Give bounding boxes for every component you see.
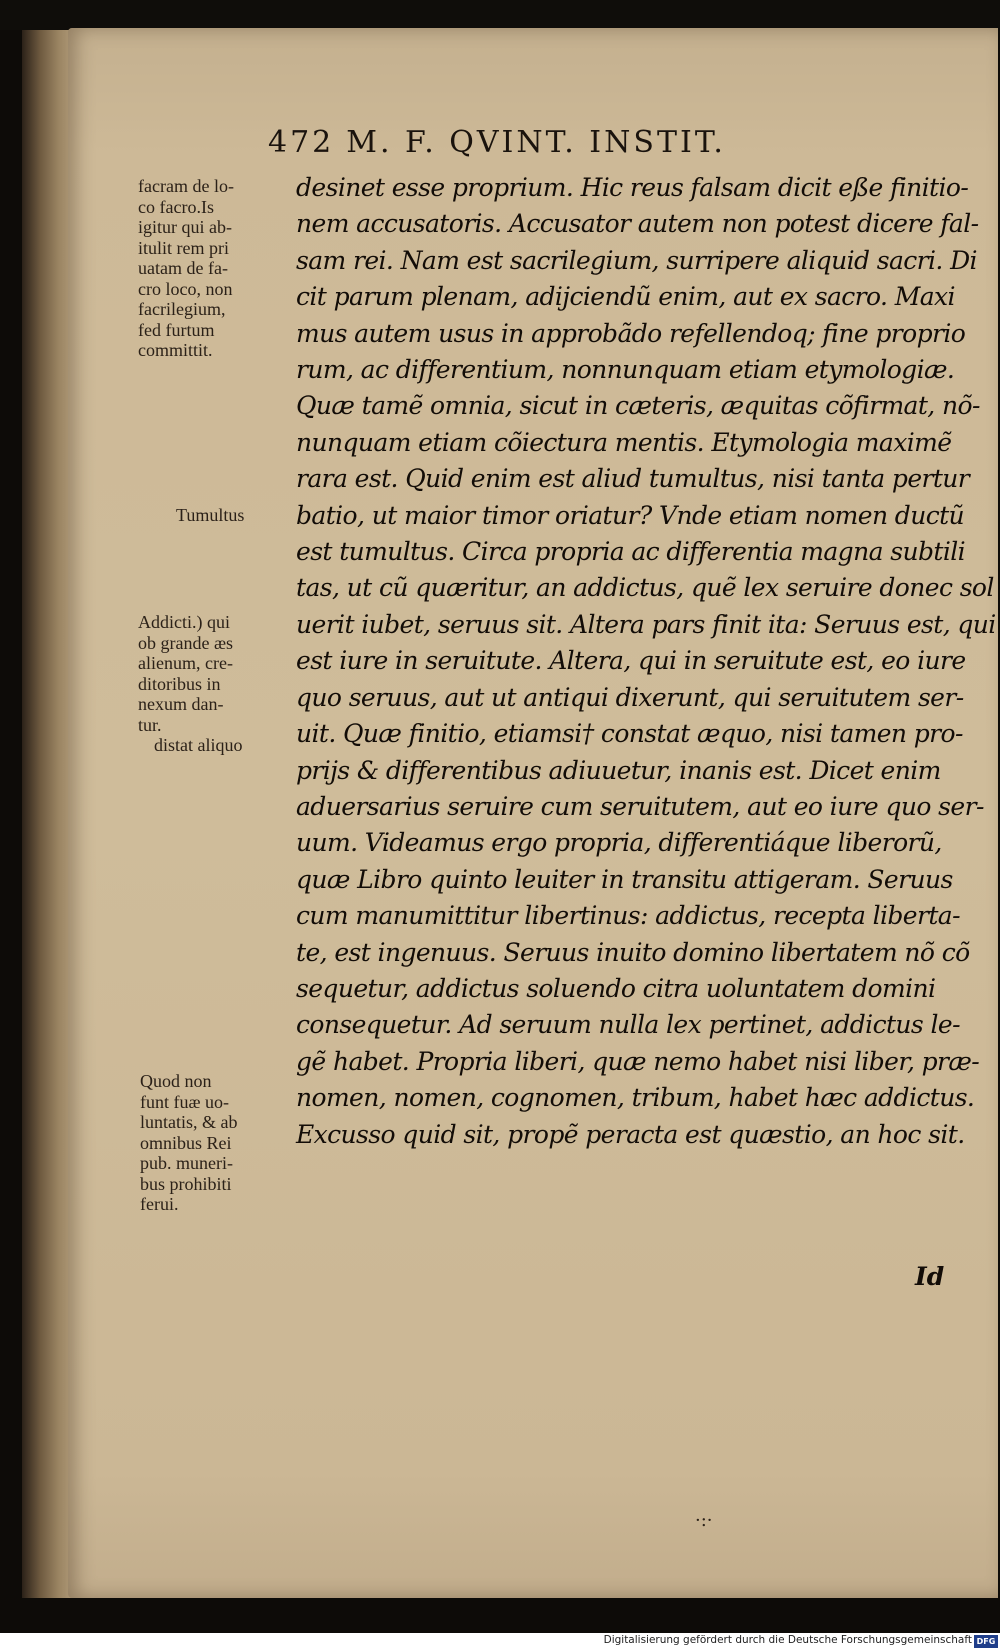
text-line: quo seruus, aut ut antiqui dixerunt, qui seruitutem ser- — [296, 682, 964, 712]
margin-note-line: cro loco, non — [138, 278, 233, 299]
book-page-edge — [22, 30, 74, 1598]
text-line: gẽ habet. Propria liberi, quæ nemo habet nisi liber, præ- — [296, 1046, 980, 1076]
text-line: te, est ingenuus. Seruus inuito domino libertatem nõ cõ — [296, 937, 970, 967]
running-head-title: M. F. QVINT. INSTIT. — [346, 125, 726, 160]
page-number: 472 — [268, 125, 335, 160]
text-line: rara est. Quid enim est aliud tumultus, nisi tanta pertur — [296, 464, 970, 494]
margin-note-addicti — [138, 612, 243, 756]
body-text — [296, 170, 996, 1153]
margin-note-line: funt fuæ uo- — [140, 1091, 229, 1112]
text-line: est iure in seruitute. Altera, qui in seruitute est, eo iure — [296, 646, 966, 676]
text-line: cum manumittitur libertinus: addictus, recepta liberta- — [296, 901, 960, 931]
text-line: aduersarius seruire cum seruitutem, aut eo iure quo ser- — [296, 791, 984, 821]
margin-note-line: co facro.Is — [138, 196, 214, 217]
text-line: nunquam etiam cõiectura mentis. Etymologia maximẽ — [296, 427, 952, 457]
margin-note-line: itulit rem pri — [138, 237, 229, 258]
margin-note-line: igitur qui ab- — [138, 217, 232, 237]
text-line: Excusso quid sit, propẽ peracta est quæstio, an hoc sit. — [296, 1119, 965, 1149]
text-line: uerit iubet, seruus sit. Altera pars finit ita: Seruus est, qui — [296, 609, 996, 639]
text-line: quæ Libro quinto leuiter in transitu attigeram. Seruus — [296, 864, 953, 894]
margin-note-line: ferui. — [140, 1194, 179, 1214]
margin-note-line: committit. — [138, 340, 213, 360]
text-line: consequetur. Ad seruum nulla lex pertinet, addictus le- — [296, 1010, 960, 1040]
margin-note-line: ob grande æs — [138, 632, 233, 653]
margin-note-line: Addicti.) qui — [138, 612, 230, 632]
margin-note-line: tur. — [138, 714, 162, 735]
text-line: uum. Videamus ergo propria, differentiáque liberorũ, — [296, 828, 942, 858]
text-line: rum, ac differentium, nonnunquam etiam etymologiæ. — [296, 355, 955, 385]
text-line: nomen, nomen, cognomen, tribum, habet hæc addictus. — [296, 1083, 975, 1113]
margin-note-sacrilegium — [138, 176, 234, 361]
margin-note-line: omnibus Rei — [140, 1132, 232, 1153]
running-head — [268, 125, 726, 160]
catchword: Id — [915, 1262, 945, 1291]
text-line: cit parum plenam, adijciendũ enim, aut ex sacro. Maxi — [296, 282, 955, 312]
margin-note-line: ditoribus in — [138, 673, 221, 694]
text-line: sequetur, addictus soluendo citra uoluntatem domini — [296, 973, 936, 1003]
text-line: batio, ut maior timor oriatur? Vnde etiam nomen ductũ — [296, 500, 965, 530]
margin-note-line: alienum, cre- — [138, 653, 233, 673]
digitization-credit: Digitalisierung gefördert durch die Deutsche Forschungsgemeinschaft — [603, 1634, 972, 1646]
text-line: prijs & differentibus adiuuetur, inanis est. Dicet enim — [296, 755, 941, 785]
margin-note-line: pub. muneri- — [140, 1153, 233, 1173]
margin-note-line: fed furtum — [138, 319, 215, 340]
text-line: sam rei. Nam est sacrilegium, surripere aliquid sacri. Di — [296, 245, 977, 275]
margin-note-line: uatam de fa- — [138, 258, 228, 278]
text-line: tas, ut cũ quæritur, an addictus, quẽ lex seruire donec sol — [296, 573, 994, 603]
text-line: uit. Quæ finitio, etiamsi† constat æquo, nisi tamen pro- — [296, 719, 963, 749]
ink-specks: ·:· — [695, 1510, 713, 1531]
margin-note-quod-non — [140, 1071, 238, 1215]
margin-note-line: facram de lo- — [138, 176, 234, 196]
margin-note-line: Quod non — [140, 1071, 212, 1091]
margin-note-line: bus prohibiti — [140, 1173, 232, 1194]
margin-note-line: distat aliquo — [154, 735, 243, 755]
margin-note-line: facrilegium, — [138, 299, 226, 319]
scan-top-edge — [0, 0, 1000, 30]
text-line: nem accusatoris. Accusator autem non potest dicere fal- — [296, 209, 979, 239]
text-line: est tumultus. Circa propria ac differentia magna subtili — [296, 537, 966, 567]
text-line: desinet esse proprium. Hic reus falsam dicit eße finitio- — [296, 173, 969, 202]
text-line: mus autem usus in approbãdo refellendoq; fine proprio — [296, 318, 966, 348]
margin-note-line: nexum dan- — [138, 694, 224, 714]
margin-note-tumultus — [176, 505, 244, 526]
dfg-logo: DFG — [974, 1635, 998, 1648]
margin-note-line: Tumultus — [176, 505, 245, 525]
margin-note-line: luntatis, & ab — [140, 1112, 238, 1132]
text-line: Quæ tamẽ omnia, sicut in cæteris, æquitas cõfirmat, nõ- — [296, 391, 980, 421]
